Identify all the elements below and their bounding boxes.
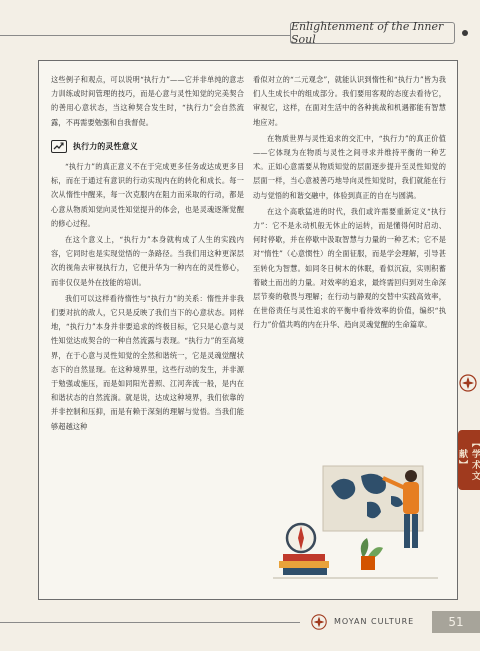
article-frame [38, 60, 458, 600]
header-title: Enlightenment of the Inner Soul [290, 22, 455, 44]
person-leg [404, 514, 410, 548]
footer-brand: MOYAN CULTURE [334, 617, 415, 626]
right-column [253, 73, 446, 335]
trend-chart-icon [51, 140, 67, 153]
footer-rule [0, 622, 300, 623]
person-leg [412, 514, 418, 548]
header-rule [0, 35, 290, 36]
paragraph: 这些例子和观点，可以说明“执行力”——它并非单纯的意志力训练或时间管理的技巧，而是心意与灵性知觉的完美契合的善用心意状态，当这种契合发生时，“执行力”会自然流露，不再需要勉强和自我督促。 [51, 75, 244, 127]
header-dot [462, 30, 468, 36]
section-heading [51, 140, 244, 154]
illustration [263, 446, 443, 586]
book [279, 561, 329, 568]
paragraph: 在这个高歌猛进的时代，我们或许需要重新定义“执行力”：它不是永动机般无休止的运转，而是懂得何时启动、何时停歇，并在停歇中汲取智慧与力量的一种艺术；它不是对“惰性”（心意惯性）的全面征服，而是学会理解，引导甚至转化为智慧。如同冬日树木的休眠，看似沉寂，实则积蓄着破土而出的力量。对效率的追求，最终需回归到对生命深层节奏的敬畏与理解；在行动与静观的交替中实践高效率，在世俗责任与灵性追求的平衡中看待效率的价值，编织“执行力”价值共鸣的内在升华、趋向灵魂觉醒的生命篇章。 [253, 206, 446, 330]
paragraph: 我们可以这样看待惰性与“执行力”的关系：惰性并非我们要对抗的敌人，它只是反映了我们当下的心意状态。同样地，“执行力”本身并非要追求的终极目标，它只是心意与灵性知觉达成契合的一种自然流露与表现。“执行力”的至高境界，在于心意与灵性知觉的全然和谐统一，它是灵魂觉醒状态下的自然显现。在这种境界里，这些行动的发生，并非源于勉强或施压，而是如同阳光普照、江河奔流一般，是内在和谐状态的自然流淌。就是说，达成这种境界，我们依靠的并非控制和压抑，而是有赖于深刻的理解与觉悟。当我们能够超越这种 [51, 293, 244, 431]
lotus-emblem-icon [310, 613, 328, 631]
paragraph: 在这个意义上，“执行力”本身就构成了人生的实践内容，它同时也是实现觉悟的一条路径。当我们用这种更深层次的视角去审视执行力，它便升华为一种内在的灵性修心，而非仅仅是外在技能的培训。 [51, 235, 244, 287]
plant-leaf [361, 538, 369, 558]
book [283, 568, 327, 575]
left-column [51, 73, 244, 436]
paragraph: “执行力”的真正意义不在于完成更多任务或达成更多目标，而在于通过有意识的行动实现内在的转化和成长。每一次从惰性中醒来，每一次克服内在阻力而采取的行动，都是心意从物质知觉向灵性知觉提升的体会，也是灵魂逐渐觉醒的修心过程。 [51, 162, 244, 228]
page-number: 51 [432, 611, 480, 633]
paragraph: 看似对立的“二元观念”，就能认识到惰性和“执行力”皆为我们人生成长中的组成部分。我们要用客观的态度去看待它，审视它，这样，在面对生活中的各种挑战和机遇都能有智慧地应对。 [253, 75, 446, 127]
lotus-emblem-icon [458, 373, 478, 393]
person-head [405, 470, 417, 482]
section-tab[interactable]: 【学术文献】 [458, 430, 480, 490]
book [283, 554, 325, 561]
plant-pot [361, 556, 375, 570]
section-title: 执行力的灵性意义 [73, 141, 138, 151]
paragraph: 在物质世界与灵性追求的交汇中，“执行力”的真正价值——它体现为在物质与灵性之间寻求并维持平衡的一种艺术。正如心意需要从物质知觉的层面逐步提升至灵性知觉的层面一样，当心意被善巧地导向灵性知觉时，我们就能在行动与觉悟的和谐交融中，体验到真正的自在与圆满。 [253, 133, 446, 200]
